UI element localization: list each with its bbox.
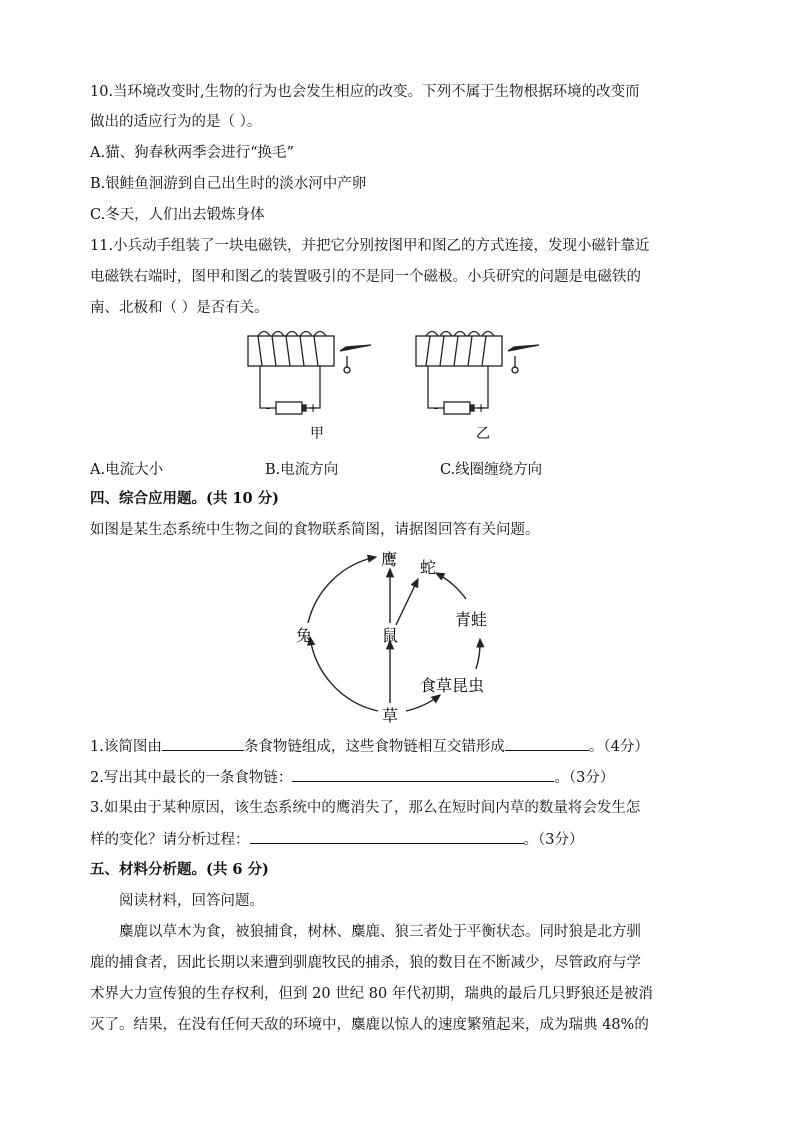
q10-option-c: C.冬天，人们出去锻炼身体 bbox=[90, 207, 265, 223]
material-paragraph-line4: 灭了。结果，在没有任何天敌的环境中，麋鹿以惊人的速度繁殖起来，成为瑞典 48%的 bbox=[90, 1017, 649, 1033]
food-web-snake: 蛇 bbox=[420, 558, 437, 577]
figure-label-jia: 甲 bbox=[310, 426, 324, 442]
food-web-mouse: 鼠 bbox=[382, 626, 399, 645]
q1-blank-count[interactable] bbox=[162, 736, 244, 751]
q3-blank-analysis[interactable] bbox=[250, 829, 524, 844]
section4-q2 bbox=[90, 767, 614, 788]
food-web-insect: 食草昆虫 bbox=[420, 676, 485, 695]
q1-blank-web[interactable] bbox=[505, 736, 589, 751]
q10-option-a: A.猫、狗春秋两季会进行“换毛” bbox=[90, 145, 294, 161]
food-web-grass: 草 bbox=[382, 706, 399, 725]
material-paragraph-line2: 鹿的捕食者，因此长期以来遭到驯鹿牧民的捕杀，狼的数目在不断减少，尽管政府与学 bbox=[90, 955, 641, 971]
q1-text-b: 条食物链组成，这些食物链相互交错形成 bbox=[243, 739, 505, 755]
section4-q3-line2 bbox=[90, 829, 583, 850]
food-web-rabbit: 兔 bbox=[296, 626, 313, 645]
q11-stem-line1: 11.小兵动手组装了一块电磁铁，并把它分别按图甲和图乙的方式连接，发现小磁针靠近 bbox=[90, 238, 650, 254]
q10-stem-line2: 做出的适应行为的是（ ）。 bbox=[90, 114, 262, 130]
section4-q1 bbox=[90, 736, 649, 757]
figure-label-yi: 乙 bbox=[476, 426, 490, 442]
q1-text-a: 1.该简图由 bbox=[90, 739, 162, 755]
section5-instruction: 阅读材料，回答问题。 bbox=[119, 893, 264, 909]
q3-text-a: 样的变化？请分析过程： bbox=[90, 832, 250, 848]
q11-option-c: C.线圈缠绕方向 bbox=[440, 462, 543, 478]
material-paragraph-line3: 术界大力宣传狼的生存权利，但到 20 世纪 80 年代初期，瑞典的最后几只野狼还是被消 bbox=[90, 986, 653, 1002]
food-web-diagram bbox=[290, 545, 510, 725]
material-paragraph-line1: 麋鹿以草木为食，被狼捕食，树林、麋鹿、狼三者处于平衡状态。同时狼是北方驯 bbox=[119, 924, 641, 940]
q2-blank-longest-chain[interactable] bbox=[292, 767, 554, 782]
electromagnet-figure bbox=[240, 326, 560, 448]
q11-stem-line3: 南、北极和（ ）是否有关。 bbox=[90, 300, 269, 316]
section4-q3-line1: 3.如果由于某种原因，该生态系统中的鹰消失了，那么在短时间内草的数量将会发生怎 bbox=[90, 800, 641, 816]
section5-title: 五、材料分析题。(共 6 分) bbox=[90, 861, 269, 878]
q2-text-a: 2.写出其中最长的一条食物链： bbox=[90, 770, 293, 786]
food-web-eagle: 鹰 bbox=[381, 550, 398, 569]
q1-text-c: 。（4分） bbox=[588, 739, 649, 755]
right-battery-minus: - bbox=[434, 401, 439, 415]
q3-text-b: 。（3分） bbox=[523, 832, 584, 848]
food-web-frog: 青蛙 bbox=[455, 610, 488, 629]
q10-stem-line1: 10.当环境改变时,生物的行为也会发生相应的改变。下列不属于生物根据环境的改变而 bbox=[90, 84, 640, 100]
section4-intro: 如图是某生态系统中生物之间的食物联系简图，请据图回答有关问题。 bbox=[90, 522, 540, 538]
section4-title: 四、综合应用题。(共 10 分) bbox=[90, 490, 279, 507]
q11-option-a: A.电流大小 bbox=[90, 462, 164, 478]
q11-stem-line2: 电磁铁右端时，图甲和图乙的装置吸引的不是同一个磁极。小兵研究的问题是电磁铁的 bbox=[90, 269, 641, 285]
left-battery-plus: + bbox=[308, 401, 319, 415]
left-battery-minus: - bbox=[266, 401, 271, 415]
q2-text-b: 。（3分） bbox=[554, 770, 615, 786]
q10-option-b: B.银鲑鱼洄游到自己出生时的淡水河中产卵 bbox=[90, 176, 367, 192]
q11-option-b: B.电流方向 bbox=[265, 462, 339, 478]
right-battery-plus: + bbox=[476, 401, 487, 415]
